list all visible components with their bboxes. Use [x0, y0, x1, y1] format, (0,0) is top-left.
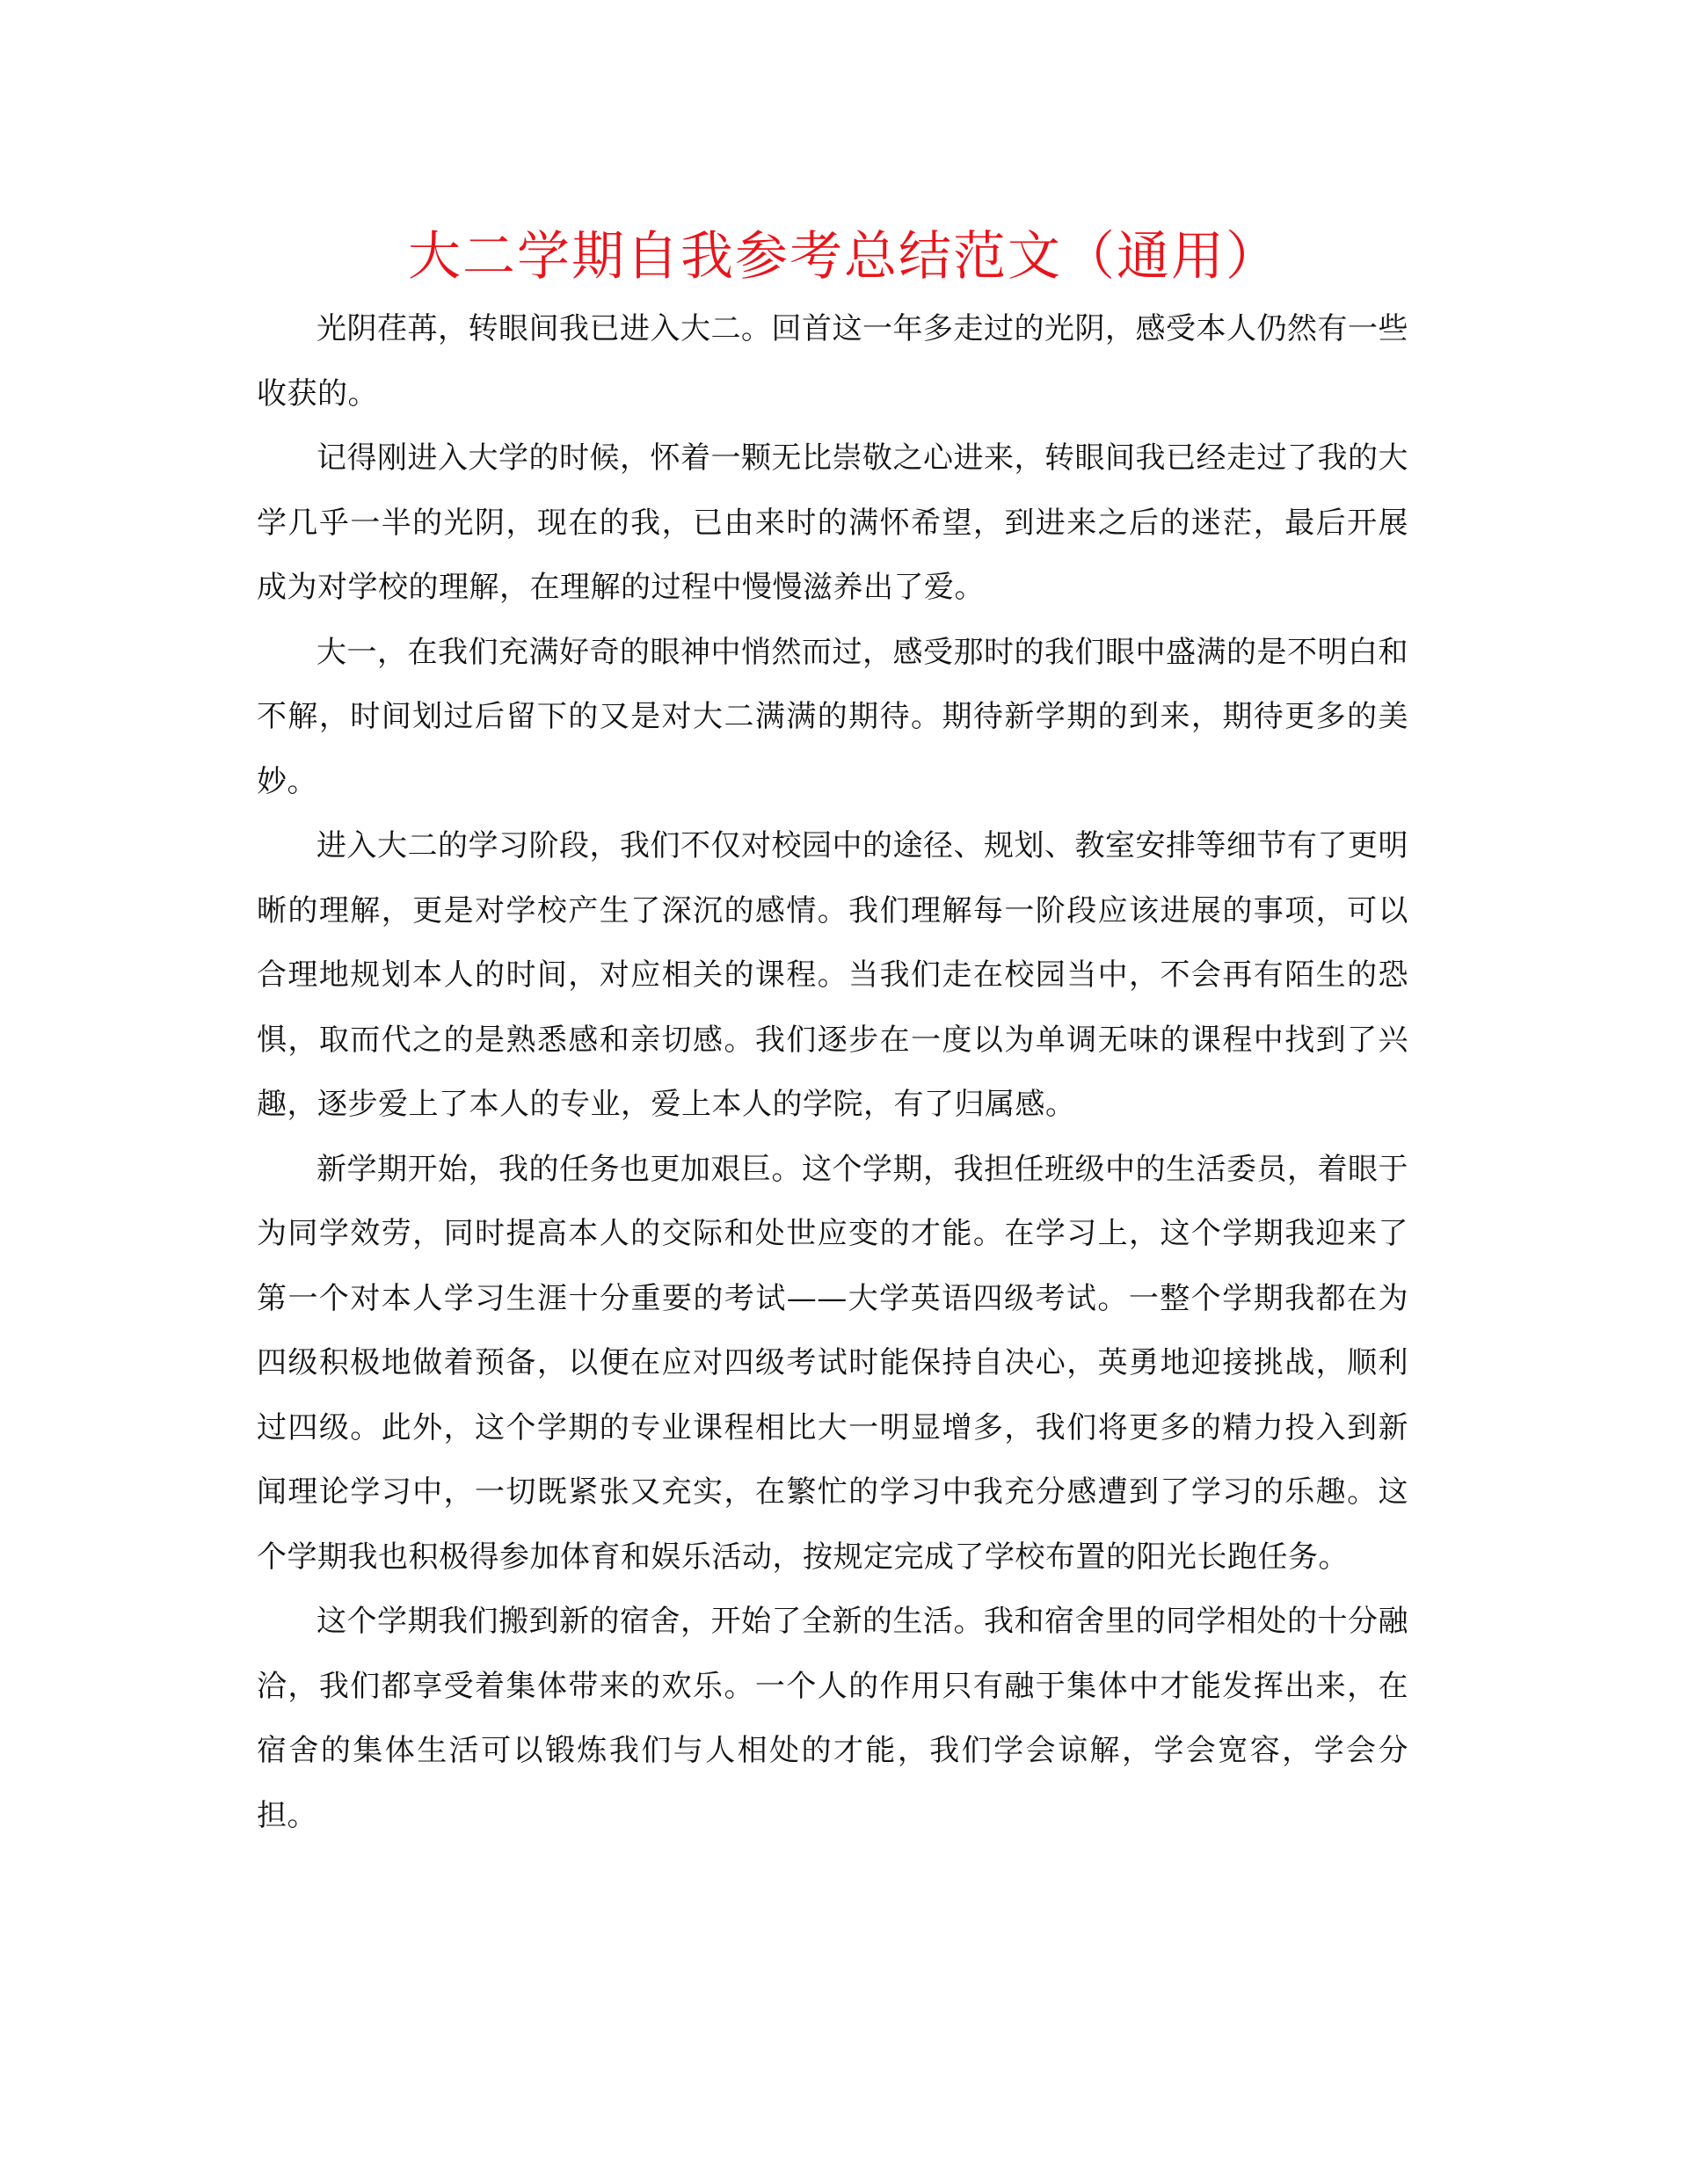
paragraph-4: 进入大二的学习阶段，我们不仅对校园中的途径、规划、教室安排等细节有了更明晰的理解，更是对学校产生了深沉的感情。我们理解每一阶段应该进展的事项，可以合理地规划本人的时间，对应相关的课程。当我们走在校园当中，不会再有陌生的恐惧，取而代之的是熟悉感和亲切感。我们逐步在一度以为单调无味的课程中找到了兴趣，逐步爱上了本人的专业，爱上本人的学院，有了归属感。	[257, 828, 1408, 1122]
document-title: 大二学期自我参考总结范文（通用）	[408, 226, 1280, 288]
paragraph-6: 这个学期我们搬到新的宿舍，开始了全新的生活。我和宿舍里的同学相处的十分融洽，我们都享受着集体带来的欢乐。一个人的作用只有融于集体中才能发挥出来，在宿舍的集体生活可以锻炼我们与人相处的才能，我们学会谅解，学会宽容，学会分担。	[257, 1604, 1408, 1833]
paragraph-1: 光阴荏苒，转眼间我已进入大二。回首这一年多走过的光阴，感受本人仍然有一些收获的。	[257, 311, 1408, 411]
document-body	[257, 297, 1408, 1848]
paragraph-2: 记得刚进入大学的时候，怀着一颗无比崇敬之心进来，转眼间我已经走过了我的大学几乎一半的光阴，现在的我，已由来时的满怀希望，到进来之后的迷茫，最后开展成为对学校的理解，在理解的过程中慢慢滋养出了爱。	[257, 440, 1408, 605]
paragraph-3: 大一，在我们充满好奇的眼神中悄然而过，感受那时的我们眼中盛满的是不明白和不解，时间划过后留下的又是对大二满满的期待。期待新学期的到来，期待更多的美妙。	[257, 634, 1408, 799]
paragraph-5: 新学期开始，我的任务也更加艰巨。这个学期，我担任班级中的生活委员，着眼于为同学效劳，同时提高本人的交际和处世应变的才能。在学习上，这个学期我迎来了第一个对本人学习生涯十分重要的考试——大学英语四级考试。一整个学期我都在为四级积极地做着预备，以便在应对四级考试时能保持自决心，英勇地迎接挑战，顺利过四级。此外，这个学期的专业课程相比大一明显增多，我们将更多的精力投入到新闻理论学习中，一切既紧张又充实，在繁忙的学习中我充分感遭到了学习的乐趣。这个学期我也积极得参加体育和娱乐活动，按规定完成了学校布置的阳光长跑任务。	[257, 1151, 1408, 1575]
